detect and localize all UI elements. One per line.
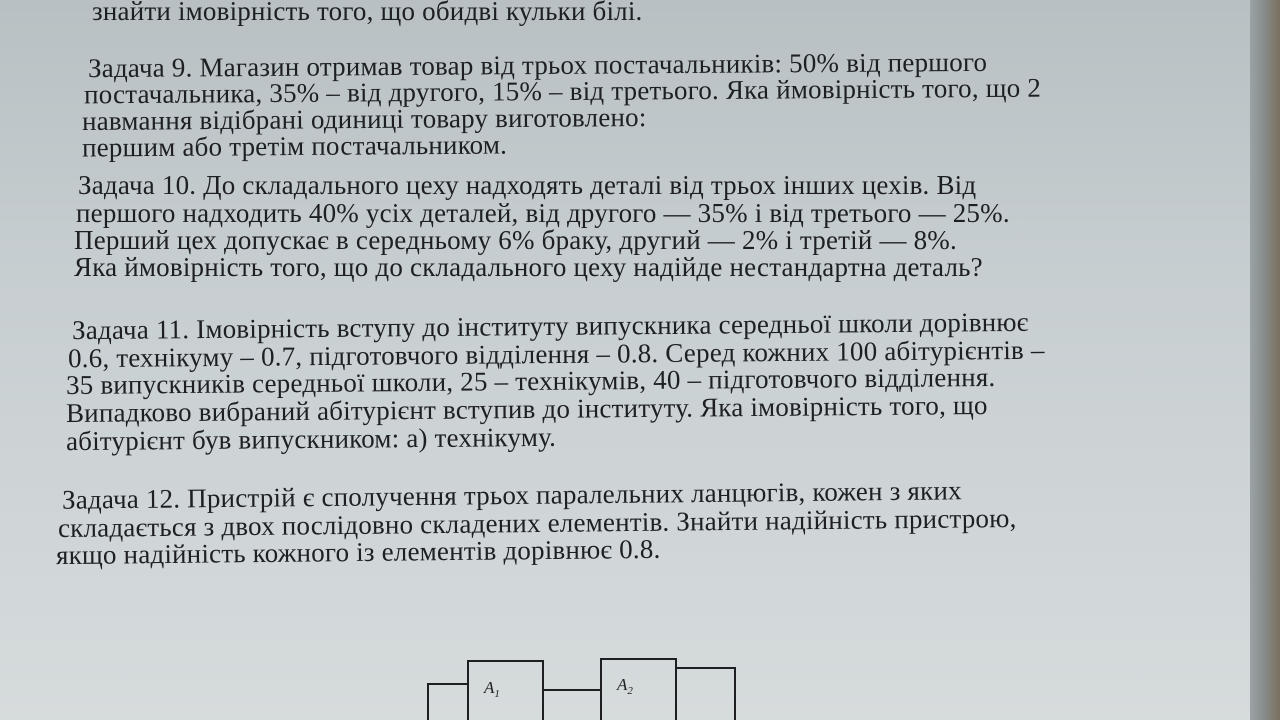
task10-line-2: першого надходить 40% усіх деталей, від другого — 35% і від третього — 25%. <box>76 198 1010 228</box>
task10-line-1: Задача 10. До складального цеху надходять деталі від трьох інших цехів. Від <box>78 170 977 200</box>
task12-line-2: складається з двох послідовно складених елементів. Знайти надійність пристрою, <box>57 502 1017 544</box>
element-a1-box <box>468 661 543 720</box>
connector-right <box>676 668 735 720</box>
task11-line-2: 0.6, технікуму – 0.7, підготовчого відділення – 0.8. Серед кожних 100 абітурієнтів – <box>67 334 1045 374</box>
task9-line-1: Задача 9. Магазин отримав товар від трьох постачальників: 50% від першого <box>87 46 988 84</box>
task11-line-4: Випадково вибраний абітурієнт вступив до інституту. Яка імовірність того, що <box>65 389 988 429</box>
element-a2-box <box>601 659 676 720</box>
task10-line-4: Яка ймовірність того, що до складального цеху надійде нестандартна деталь? <box>74 252 983 282</box>
task12-line-1: Задача 12. Пристрій є сполучення трьох паралельних ланцюгів, кожен з яких <box>61 475 962 515</box>
task8-tail-text: знайти імовірність того, що обидві кульки білі. <box>92 0 643 26</box>
task9-line-3: навмання відібрані одиниці товару виготовлено: <box>81 102 647 136</box>
task11-line-1: Задача 11. Імовірність вступу до інституту випускника середньої школи дорівнює <box>71 306 1029 346</box>
task9-line-4: першим або третім постачальником. <box>81 129 508 163</box>
task10-line-3: Перший цех допускає в середньому 6% браку, другий — 2% і третій — 8%. <box>74 225 957 255</box>
task9-line-2: постачальника, 35% – від другого, 15% – від третього. Яка ймовірність того, що 2 <box>83 72 1042 110</box>
task11-line-5: абітурієнт був випускником: а) технікуму. <box>65 421 557 457</box>
element-a1-label: $A_1$ <box>484 678 500 700</box>
connector-left <box>428 684 468 720</box>
element-a2-label: $A_2$ <box>617 675 633 697</box>
task11-line-3: 35 випускників середньої школи, 25 – технікумів, 40 – підготовчого відділення. <box>65 361 996 401</box>
task12-line-3: якщо надійність кожного із елементів дорівнює 0.8. <box>55 533 661 571</box>
